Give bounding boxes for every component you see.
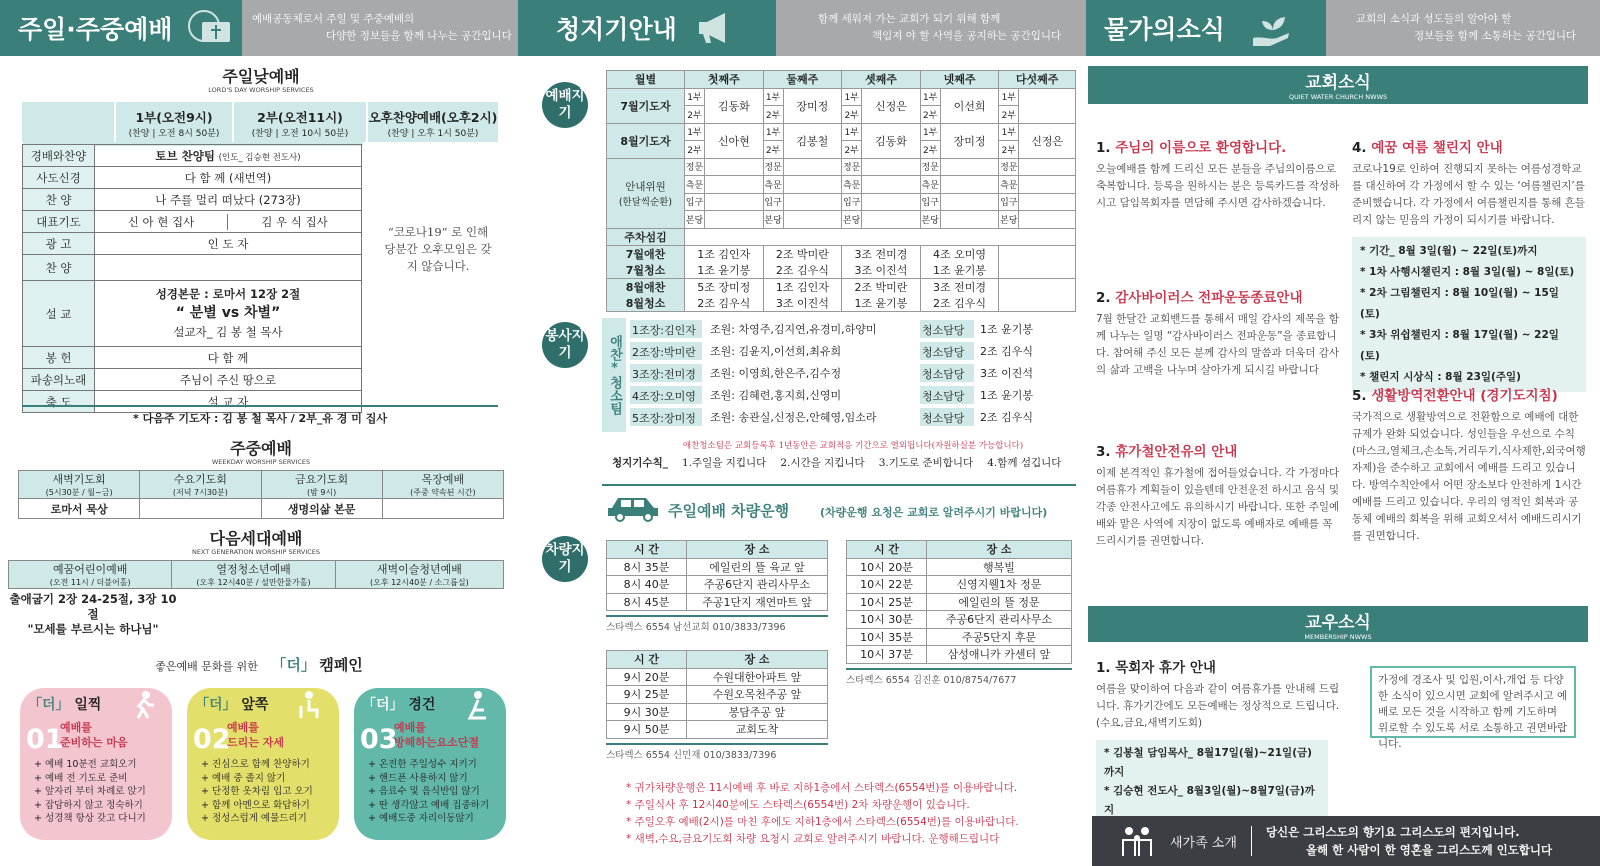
nextgen-sub: NEXT GENERATION WORSHIP SERVICES bbox=[191, 548, 321, 556]
weekday-title: 주중예배 bbox=[230, 439, 292, 458]
news-item-5: 5. 생활방역전환안내 (경기도지침) 국가적으로 생활방역으로 전환함으로 예배에 대한 규제가 완화 되었습니다. 성인들을 우선으로 수칙(마스크,열체크,손소독,거리두기,식사제한,외국여행 자제)을 준수하고 교회에서 예배를 드리고 있습니다. 방역수칙안에서 어떤 장소보다 안전하게 1시간 예배를 드리고 있습니다. 우리의 영적인 회복과 공동체 예배의 회복을 위해 교회오셔서 예배드리시기를 권면합니다. bbox=[1352, 388, 1586, 542]
footer-bar bbox=[1092, 816, 1600, 866]
megaphone-icon bbox=[687, 8, 739, 48]
header-mid-title: 청지기안내 bbox=[556, 15, 677, 44]
nextgen-text: 출애굽기 2장 24-25절, 3장 10절 "모세를 부르시는 하나님" bbox=[9, 592, 177, 636]
family-icon bbox=[1120, 824, 1154, 858]
news-item-2: 2. 감사바이러스 전파운동종료안내 7월 한달간 교회밴드를 통해서 매일 감사의 제목을 함께 나누는 일명 “감사바이러스 전파운동”을 종료합니다. 참여해 주신 모든 분께 감사의 말씀과 더욱더 감사의 삶과 고백을 나누며 살아가게 되시길 바랍니다 bbox=[1096, 290, 1340, 376]
header-right bbox=[1086, 0, 1326, 56]
bible-globe-icon bbox=[182, 8, 234, 48]
news-item-1: 1. 주님의 이름으로 환영합니다. 오늘예배를 함께 드리신 모든 분들을 주님의이름으로 축복합니다. 등록을 원하시는 분은 등록카드를 작성하시고 담임목회자를 면담해 주시면 감사하겠습니다. bbox=[1096, 140, 1340, 209]
service-1: 1부(오전9시) (찬양 | 오전 8시 50분) bbox=[114, 102, 232, 142]
car-note: (차량운행 요청은 교회로 알려주시기 바랍니다) bbox=[820, 506, 1048, 519]
header-mid-desc bbox=[776, 0, 1086, 56]
footer-label: 새가족 소개 bbox=[1170, 835, 1237, 851]
sunday-title: 주일낮예배 bbox=[222, 67, 300, 86]
order-table: 경배와찬양 토브 찬양팀 (인도_ 김승현 전도사) 사도신경 다 함 께 (새번역) 찬 양 나 주를 멀리 떠났다 (273장) 대표기도 신 아 현 집사 김 우 식 집사 광 고 인 도 자 찬 양 설 교 성경본문 : 로마서 12장 2절 “ 분별 vs 차별” 설교자_ 김 봉 철 목사 봉 헌 다 함 께 파송의노래 주님이 주신 땅으로 축 도 설 교 자 bbox=[22, 144, 362, 413]
car-title: 주일예배 차량운행 bbox=[668, 502, 790, 520]
weekday-section bbox=[18, 436, 504, 519]
service-teams bbox=[630, 318, 1076, 428]
church-news-header: 교회소식 QUIET WATER CHURCH NWWS bbox=[1088, 66, 1588, 104]
member-vacation: 1. 목회자 휴가 안내 여름을 맞이하여 다음과 같이 여름휴가를 안내해 드립니다. 휴가기간에도 모든예배는 정상적으로 드립니다. (수요,금요,새벽기도회) * 김봉철 담임목사_ 8월17일(월)~21일(금)까지 * 김승현 전도사_ 8월3일(월)~8월7일(금)까지 bbox=[1096, 660, 1342, 824]
campaign-card-3: 「더」 경건 03 예배를 방해하는요소단절 + 온전한 주일성수 지키기 + 핸드폰 사용하지 않기 + 음료수 및 음식반입 않기 + 딴 생각않고 예배 집중하기 + 예배도중 자리이동않기 bbox=[354, 688, 506, 840]
afternoon-note: “코로나19” 로 인해 당분간 오후모임은 갖지 않습니다. bbox=[384, 225, 492, 273]
header-mid-desc2: 책임져 야 할 사역을 공지하는 공간입니다 bbox=[872, 30, 1062, 42]
header-left-desc2: 다양한 정보들을 함께 나누는 공간입니다 bbox=[326, 30, 512, 42]
header-mid-desc1: 함께 세워져 가는 교회가 되기 위해 함께 bbox=[818, 13, 1001, 25]
header-right-desc bbox=[1326, 0, 1600, 56]
next-prayer: * 다음주 기도자 : 김 봉 철 목사 / 2부_유 경 미 집사 bbox=[22, 405, 498, 426]
team-row: 1조장:김인자 조원: 차영주,김지연,유경미,하양미 청소담당 1조 윤기봉 bbox=[630, 318, 1076, 340]
campaign-card-1: 「더」 일찍 01 예배를 준비하는 마음 + 예배 10분전 교회오기 + 예배 전 기도로 준비 + 앞자리 부터 차례로 앉기 + 잡담하지 않고 정숙하기 + 성경책 항상 갖고 다니기 bbox=[20, 688, 172, 840]
nextgen-title: 다음세대예배 bbox=[209, 529, 303, 548]
hand-sprout-icon bbox=[1247, 8, 1299, 48]
header-mid bbox=[518, 0, 776, 56]
weekday-table: 새벽기도회 (5시30분 / 월~금) 수요기도회 (저녁 7시30분) 금요기도회 (밤 9시) 목장예배 (주중 약속된 시간) 로마서 묵상 생명의삶 본문 bbox=[18, 470, 504, 519]
praying-person-icon bbox=[462, 690, 492, 720]
news-item-4: 4. 예꿈 여름 챌린지 안내 코로나19로 인하여 진행되지 못하는 여름성경학교를 대신하여 각 가정에서 할 수 있는 ‘여름챌린지’를 준비했습니다. 각 가정에서 여름챌린지를 통해 흔들리지 않는 믿음의 가정이 되시기를 바랍니다. * 기간_ 8월 3일(월) ~ 22일(토)까지 * 1차 사행시챌린지 : 8월 3일(월) ~ 8일(토) * 2차 그림챌린지 : 8월 10일(월) ~ 15일(토) * 3차 위쉽챌린지 : 8월 17일(월) ~ 22일(토) * 챌린지 시상식 : 8월 23일(주일) bbox=[1352, 140, 1586, 392]
car-table-1: 시 간 장 소 8시 35분 에일린의 뜰 육교 앞 8시 40분 주공6단지 관리사무소 8시 45분 주공1단지 재연마트 앞 스타렉스 6554 남선교회 010/3833/7396 bbox=[606, 540, 828, 633]
header-left bbox=[0, 0, 242, 56]
challenge-box: * 기간_ 8월 3일(월) ~ 22일(토)까지 * 1차 사행시챌린지 : 8월 3일(월) ~ 8일(토) * 2차 그림챌린지 : 8월 10일(월) ~ 15일(토) * 3차 위쉽챌린지 : 8월 17일(월) ~ 22일(토) * 챌린지 시상식 : 8월 23일(주일) bbox=[1352, 237, 1586, 392]
weekday-sub: WEEKDAY WORSHIP SERVICES bbox=[211, 458, 311, 466]
footer-line2: 올해 한 사람이 한 영혼을 그리스도께 인도합니다 bbox=[1305, 843, 1553, 857]
news-item-3: 3. 휴가철안전유의 안내 이제 본격적인 휴가철에 접어들었습니다. 각 가정마다 여름휴가 계획들이 있을텐데 안전운전 하시고 음식 및 각종 안전사고에도 유의하시기 바랍니다. 또한 주일예배와 맡은 사역에 지장이 없도록 예배자로 예배를 꼭 드리시기를 권면합니다. bbox=[1096, 444, 1340, 547]
team-row: 4조장:오미영 조원: 김혜련,홍지희,신영미 청소담당 1조 윤기봉 bbox=[630, 384, 1076, 406]
sunday-sub: LORD'S DAY WORSHIP SERVICES bbox=[208, 86, 314, 94]
service-times bbox=[22, 102, 498, 142]
sunday-section bbox=[18, 64, 504, 425]
seated-person-icon bbox=[295, 690, 325, 720]
card-2-list: + 진심으로 함께 찬양하기 + 예배 중 졸지 않기 + 단정한 옷차림 입고 오기 + 함께 아멘으로 화답하기 + 정성스럽게 예물드리기 bbox=[201, 759, 313, 824]
campaign-card-2: 「더」 앞쪽 02 예배를 드리는 자세 + 진심으로 함께 찬양하기 + 예배 중 졸지 않기 + 단정한 옷차림 입고 오기 + 함께 아멘으로 화답하기 + 정성스럽게 예물드리기 bbox=[187, 688, 339, 840]
service-note: 애찬청소팀은 교회등록후 1년동안은 교회적응 기간으로 열외됩니다(자원하실분 가능합니다) bbox=[682, 441, 1024, 451]
team-row: 3조장:전미경 조원: 이영희,한은주,김수정 청소담당 3조 이진석 bbox=[630, 362, 1076, 384]
header-right-title: 물가의소식 bbox=[1104, 15, 1225, 44]
member-news-header: 교우소식 MEMBERSHIP NWWS bbox=[1088, 606, 1588, 642]
team-row: 5조장:장미정 조원: 송관실,신정은,안혜영,임소라 청소담당 2조 김우식 bbox=[630, 406, 1076, 428]
nextgen-table: 예꿈어린이예배 (오전 11시 / 더블어홀) 열정청소년예배 (오후 12시40분 / 설만한물가홀) 새벽이슬청년예배 (오후 12시40분 / 소그룹실) bbox=[8, 560, 504, 589]
car-icon bbox=[606, 494, 662, 522]
header-right-desc1: 교회의 소식과 성도들의 알아야 할 bbox=[1356, 13, 1512, 25]
steward-table: 월별 첫째주 둘째주 셋째주 넷째주 다섯째주 7월기도자 1부 김동화 1부 장미정 1부 신정은 1부 이선희 1부 2부 2부 2부 2부 2부 8월기도자 1부 신아현 1부 김봉철 1부 김동화 1부 장미정 1부 신정은 2부 2부 2부 2부 2부 안내위원 (한달씩순환) 정문 정문 정문 정문 정문 측문 측문 측문 측문 측문 입구 입구 입구 입구 입구 본당 본당 본당 본당 본당 주차섬김 7월애찬 7월청소 1조 김인자 1조 윤기봉 2조 박미란 2조 김우식 3조 전미경 3조 이진석 4조 오미영 1조 윤기봉 8월애찬 8월청소 5조 장미정 2조 김우식 1조 김인자 3조 이진석 2조 박미란 1조 윤기봉 3조 전미경 2조 김우식 bbox=[606, 70, 1076, 312]
footer-line1: 당신은 그리스도의 향기요 그리스도의 편지입니다. bbox=[1265, 825, 1520, 839]
running-person-icon bbox=[128, 690, 158, 720]
header-left-desc bbox=[242, 0, 518, 56]
card-3-list: + 온전한 주일성수 지키기 + 핸드폰 사용하지 않기 + 음료수 및 음식반입 않기 + 딴 생각않고 예배 집중하기 + 예배도중 자리이동않기 bbox=[368, 759, 489, 824]
steward-rules: 청지기수칙_ 1.주일을 지킵니다 2.시간을 지킵니다 3.기도로 준비합니다 4.함께 섬깁니다 bbox=[612, 457, 1062, 469]
circle-car: 차량지기 bbox=[542, 536, 588, 582]
car-notes: * 귀가차량운행은 11시예배 후 바로 지하1층에서 스타렉스(6554번)를 이용바랍니다. * 주일식사 후 12시40분에도 스타렉스(6554번) 2차 차량운행이 있습니다. * 주일오후 예배(2시)를 마친 후에도 지하1층에서 스타렉스(6554번)를 이용바랍니다. * 새벽,수요,금요기도회 차량 요청시 교회로 알려주시기 바랍니다. 운행해드립니다 bbox=[626, 782, 1019, 845]
team-row: 2조장:박미란 조원: 김윤지,이선희,최유희 청소담당 2조 김우식 bbox=[630, 340, 1076, 362]
header-left-desc1: 예배공동체로서 주일 및 주중예배의 bbox=[252, 13, 415, 25]
car-table-2: 시 간 장 소 10시 20분 행복빌 10시 22분 신영지웰1차 정문 10시 25분 에일린의 뜰 정문 10시 30분 주공6단지 관리사무소 10시 35분 주공5단지 후문 10시 37분 삼성애니카 카센터 앞 스타렉스 6554 김진훈 010/8754/7677 bbox=[846, 540, 1072, 686]
header-right-desc2: 정보들을 함께 소통하는 공간입니다 bbox=[1414, 30, 1577, 42]
car-table-3: 시 간 장 소 9시 20분 수원대한아파트 앞 9시 25분 수원오목천주공 앞 9시 30분 봉담주공 앞 9시 50분 교회도착 스타렉스 6554 신민재 010/3833/7396 bbox=[606, 650, 828, 761]
member-notice-box: 가정에 경조사 및 입원,이사,개업 등 다양한 소식이 있으시면 교회에 알려주시고 예배로 모든 것을 시작하고 함께 기도하며 위로할 수 있도록 서로 소통하고 권면바랍니다. bbox=[1370, 666, 1576, 738]
circle-steward: 예배지기 bbox=[542, 82, 588, 128]
card-1-list: + 예배 10분전 교회오기 + 예배 전 기도로 준비 + 앞자리 부터 차례로 앉기 + 잡담하지 않고 정숙하기 + 성경책 항상 갖고 다니기 bbox=[34, 759, 146, 824]
header-left-title: 주일·주중예배 bbox=[18, 15, 173, 44]
nextgen-section bbox=[8, 526, 504, 637]
service-3: 오후찬양예배(오후2시) (찬양 | 오후 1시 50분) bbox=[366, 102, 498, 142]
service-side-label: 애찬*청소팀 bbox=[602, 318, 626, 432]
campaign-title: 좋은예배 문화를 위한 「더」 캠페인 bbox=[155, 656, 363, 674]
circle-service: 봉사지기 bbox=[542, 322, 588, 368]
service-2: 2부(오전11시) (찬양 | 오전 10시 50분) bbox=[232, 102, 366, 142]
